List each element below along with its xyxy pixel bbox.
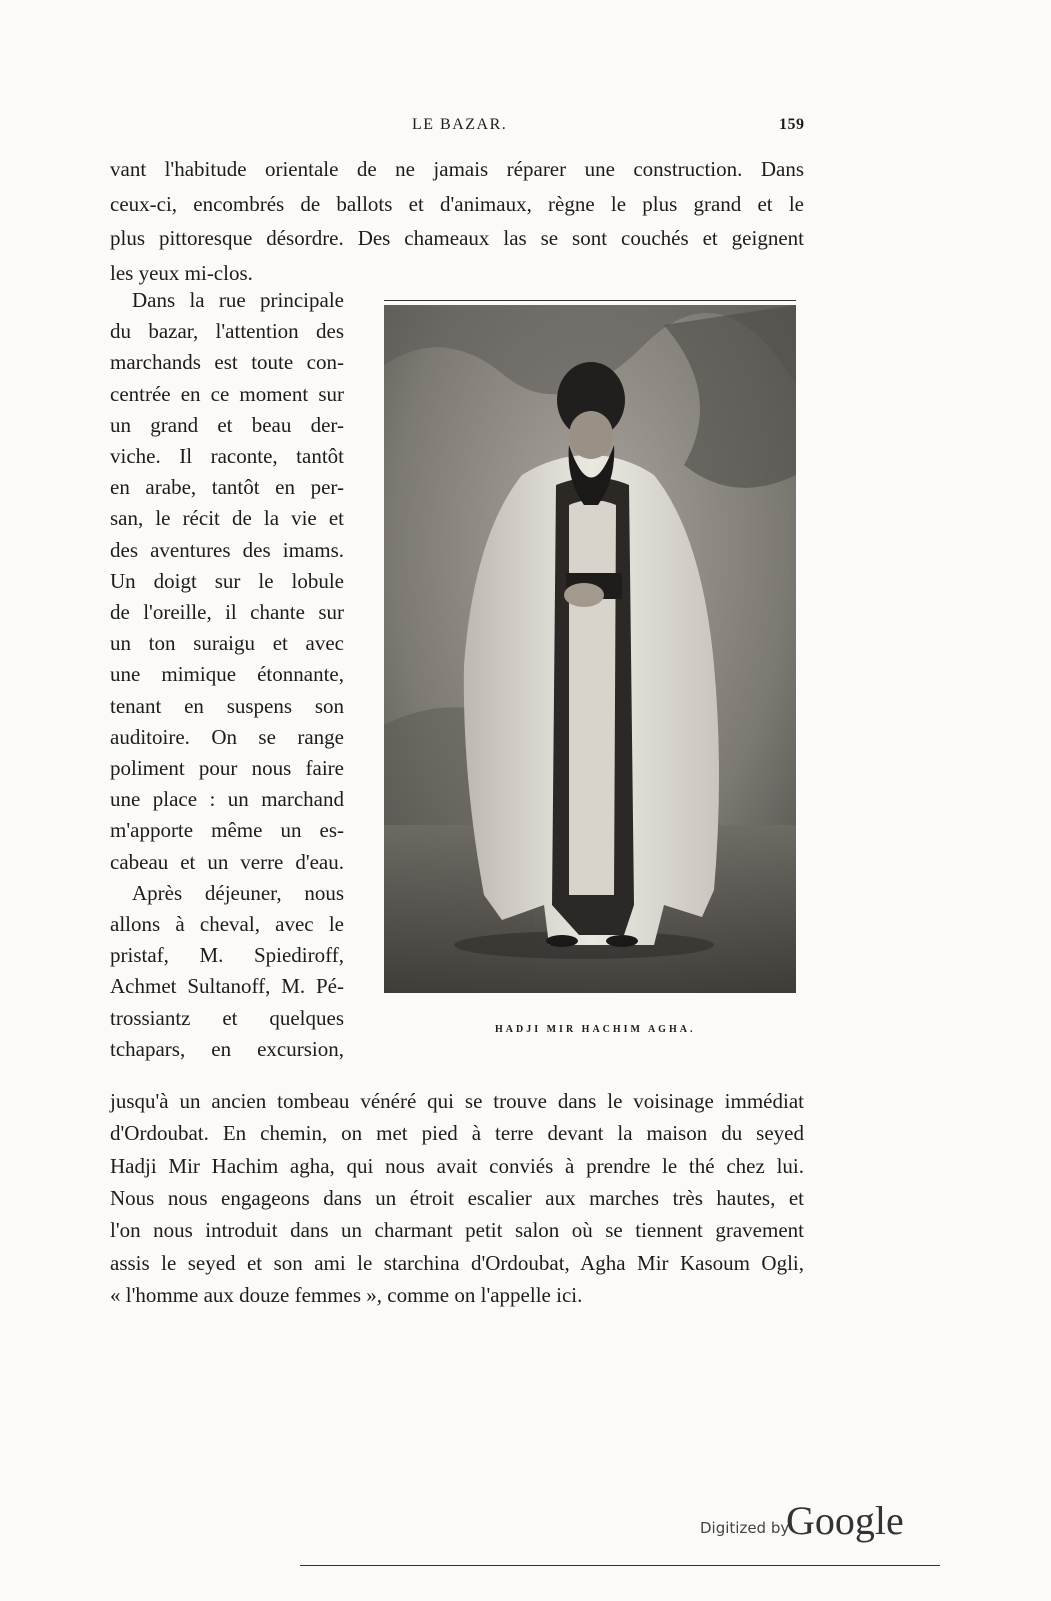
text-line: les yeux mi-clos.	[110, 260, 253, 285]
digitized-watermark	[700, 1498, 950, 1558]
bottom-rule	[300, 1565, 940, 1566]
text-line: tenant en suspens son	[110, 693, 344, 718]
text-line: ceux-ci, encombrés de ballots et d'animaux, règne le plus grand et le	[110, 191, 804, 216]
text-line: auditoire. On se range	[110, 724, 344, 749]
text-line: trossiantz et quelques	[110, 1005, 344, 1030]
text-line: plus pittoresque désordre. Des chameaux las se sont couchés et geignent	[110, 226, 804, 250]
text-line: une place : un marchand	[110, 787, 344, 812]
text-line: l'on nous introduit dans un charmant petit salon où se tiennent gravement	[110, 1218, 804, 1243]
text-line: pristaf, M. Spiediroff,	[110, 943, 344, 968]
text-line: jusqu'à un ancien tombeau vénéré qui se trouve dans le voisinage immédiat	[110, 1089, 804, 1113]
page-number: 159	[779, 116, 805, 133]
text-line: marchands est toute con-	[110, 350, 344, 375]
text-line: une mimique étonnante,	[110, 662, 344, 687]
text-line: tchapars, en excursion,	[110, 1036, 344, 1061]
text-line: Achmet Sultanoff, M. Pé-	[110, 974, 344, 999]
portrait-figure	[384, 300, 796, 996]
text-line: cabeau et un verre d'eau.	[110, 849, 344, 874]
text-line: du bazar, l'attention des	[110, 319, 344, 344]
svg-text:Google: Google	[786, 1498, 904, 1543]
text-line: assis le seyed et son ami le starchina d'Ordoubat, Agha Mir Kasoum Ogli,	[110, 1250, 804, 1275]
figure-caption: HADJI MIR HACHIM AGHA.	[495, 1024, 696, 1035]
text-line: poliment pour nous faire	[110, 756, 344, 780]
text-line: en arabe, tantôt en per-	[110, 475, 344, 500]
chapter-title: LE BAZAR.	[412, 116, 508, 133]
text-line: Un doigt sur le lobule	[110, 568, 344, 593]
watermark-prefix: Digitized by	[700, 1519, 790, 1537]
text-line: Nous nous engageons dans un étroit escalier aux marches très hautes, et	[110, 1185, 804, 1210]
google-logo	[786, 1498, 926, 1548]
text-line: vant l'habitude orientale de ne jamais réparer une construction. Dans	[110, 157, 804, 181]
text-line: des aventures des imams.	[110, 537, 344, 562]
text-line: m'apporte même un es-	[110, 818, 344, 843]
text-line: Dans la rue principale	[132, 288, 344, 312]
text-line: Hadji Mir Hachim agha, qui nous avait conviés à prendre le thé chez lui.	[110, 1153, 804, 1178]
text-line: un ton suraigu et avec	[110, 631, 344, 656]
text-line: d'Ordoubat. En chemin, on met pied à terre devant la maison du seyed	[110, 1121, 804, 1146]
text-line: « l'homme aux douze femmes », comme on l'appelle ici.	[110, 1282, 583, 1307]
text-line: viche. Il raconte, tantôt	[110, 444, 344, 468]
text-line: centrée en ce moment sur	[110, 381, 344, 406]
text-line: Après déjeuner, nous	[132, 880, 344, 905]
text-line: un grand et beau der-	[110, 412, 344, 437]
text-line: de l'oreille, il chante sur	[110, 600, 344, 624]
text-line: san, le récit de la vie et	[110, 506, 344, 531]
portrait-photo	[384, 305, 796, 993]
text-line: allons à cheval, avec le	[110, 912, 344, 936]
